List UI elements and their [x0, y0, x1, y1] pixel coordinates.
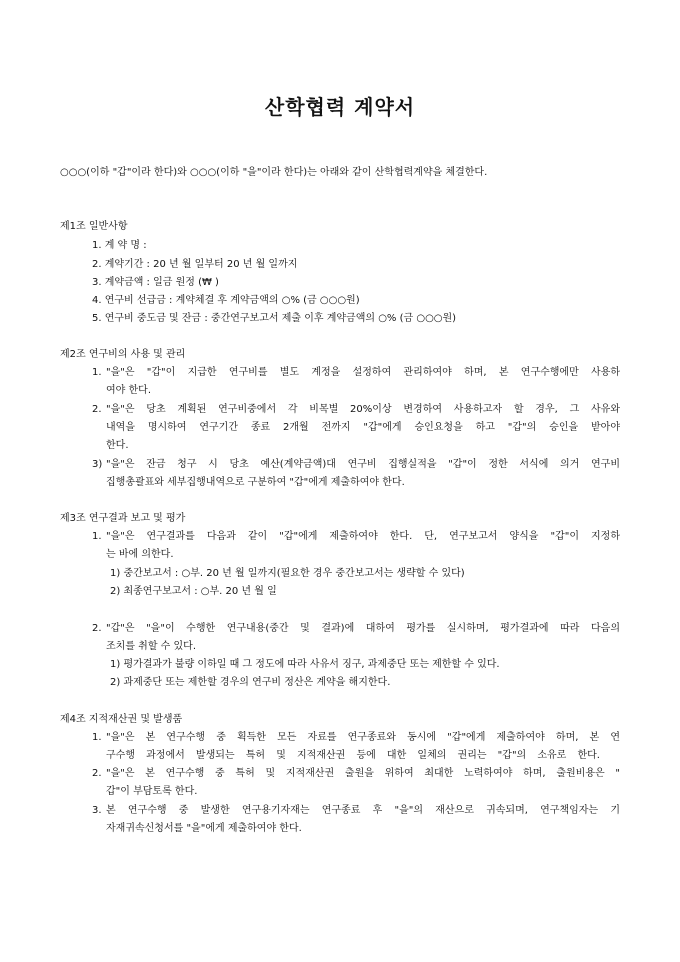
document-title: 산학협력 계약서 [264, 95, 416, 119]
art4-p3-line2: 자재귀속신청서를 "을"에게 제출하여야 한다. [106, 823, 302, 834]
art3-p1-line2: 는 바에 의한다. [106, 549, 174, 560]
art3-p2-sub1: 1) 평가결과가 불량 이하일 때 그 정도에 따라 사유서 징구, 과제중단 또는 제한할 수 있다. [110, 659, 500, 670]
art3-p1-line1: "을"은 연구결과를 다음과 같이 "갑"에게 제출하여야 한다. 단, 연구보고서 양식을 "갑"이 지정하 [106, 531, 620, 542]
art2-p2-line2: 내역을 명시하여 연구기간 종료 2개월 전까지 "갑"에게 승인요청을 하고 "갑"의 승인을 받아야 [106, 422, 620, 433]
art3-p1-sub1: 1) 중간보고서 : ○부. 20 년 월 일까지(필요한 경우 중간보고서는 생략할 수 있다) [110, 568, 465, 579]
art2-p1-line1: "을"은 "갑"이 지급한 연구비를 별도 계정을 설정하여 관리하여야 하며, 본 연구수행에만 사용하 [106, 367, 620, 378]
art4-p2-number: 2. [92, 768, 102, 779]
intro-paragraph: ○○○(이하 "갑"이라 한다)와 ○○○(이하 "을"이라 한다)는 아래와 같이 산학협력계약을 체결한다. [60, 167, 488, 178]
art2-p2-number: 2. [92, 404, 102, 415]
art4-p3-line1: 본 연구수행 중 발생한 연구용기자재는 연구종료 후 "을"의 재산으로 귀속되며, 연구책임자는 기 [106, 805, 620, 816]
art2-p3-line1: "을"은 잔금 청구 시 당초 예산(계약금액)대 연구비 집행실적을 "갑"이 정한 서식에 의거 연구비 [106, 459, 620, 470]
art1-item-2: 2. 계약기간 : 20 년 월 일부터 20 년 월 일까지 [92, 259, 298, 270]
art4-p1-line2: 구수행 과정에서 발생되는 특허 및 지적재산권 등에 대한 일체의 권리는 "갑"의 소유로 한다. [106, 750, 600, 761]
art4-p1-number: 1. [92, 732, 102, 743]
art1-item-5: 5. 연구비 중도금 및 잔금 : 중간연구보고서 제출 이후 계약금액의 ○% (금 ○○○원) [92, 313, 457, 324]
art3-p2-line1: "갑"은 "을"이 수행한 연구내용(중간 및 결과)에 대하여 평가를 실시하며, 평가결과에 따라 다음의 [106, 623, 620, 634]
art3-p2-sub2: 2) 과제중단 또는 제한할 경우의 연구비 정산은 계약을 해지한다. [110, 677, 391, 688]
art4-p3-number: 3. [92, 805, 102, 816]
art2-p1-number: 1. [92, 367, 102, 378]
art4-p2-line1: "을"은 본 연구수행 중 특허 및 지적재산권 출원을 위하여 최대한 노력하여야 하며, 출원비용은 " [106, 768, 620, 779]
article-4-heading: 제4조 지적재산권 및 발생품 [60, 714, 183, 725]
art3-p1-sub2: 2) 최종연구보고서 : ○부. 20 년 월 일 [110, 586, 277, 597]
art4-p1-line1: "을"은 본 연구수행 중 획득한 모든 자료를 연구종료와 동시에 "갑"에게 제출하여야 하며, 본 연 [106, 732, 620, 743]
article-2-heading: 제2조 연구비의 사용 및 관리 [60, 349, 186, 360]
art1-item-1: 1. 계 약 명 : [92, 240, 147, 251]
art2-p3-number: 3) [92, 459, 103, 470]
art1-item-4: 4. 연구비 선급금 : 계약체결 후 계약금액의 ○% (금 ○○○원) [92, 295, 360, 306]
art2-p2-line1: "을"은 당초 계획된 연구비중에서 각 비목별 20%이상 변경하여 사용하고자 할 경우, 그 사유와 [106, 404, 620, 415]
article-3-heading: 제3조 연구결과 보고 및 평가 [60, 513, 186, 524]
art2-p3-line2: 집행총괄표와 세부집행내역으로 구분하여 "갑"에게 제출하여야 한다. [106, 477, 405, 488]
article-1-heading: 제1조 일반사항 [60, 221, 128, 232]
art2-p2-line3: 한다. [106, 440, 129, 451]
art3-p2-number: 2. [92, 623, 102, 634]
art4-p2-line2: 갑"이 부담토록 한다. [106, 786, 198, 797]
art3-p1-number: 1. [92, 531, 102, 542]
art3-p2-line2: 조치를 취할 수 있다. [106, 641, 196, 652]
art1-item-3: 3. 계약금액 : 일금 원정 (₩ ) [92, 277, 219, 288]
art2-p1-line2: 여야 한다. [106, 385, 151, 396]
